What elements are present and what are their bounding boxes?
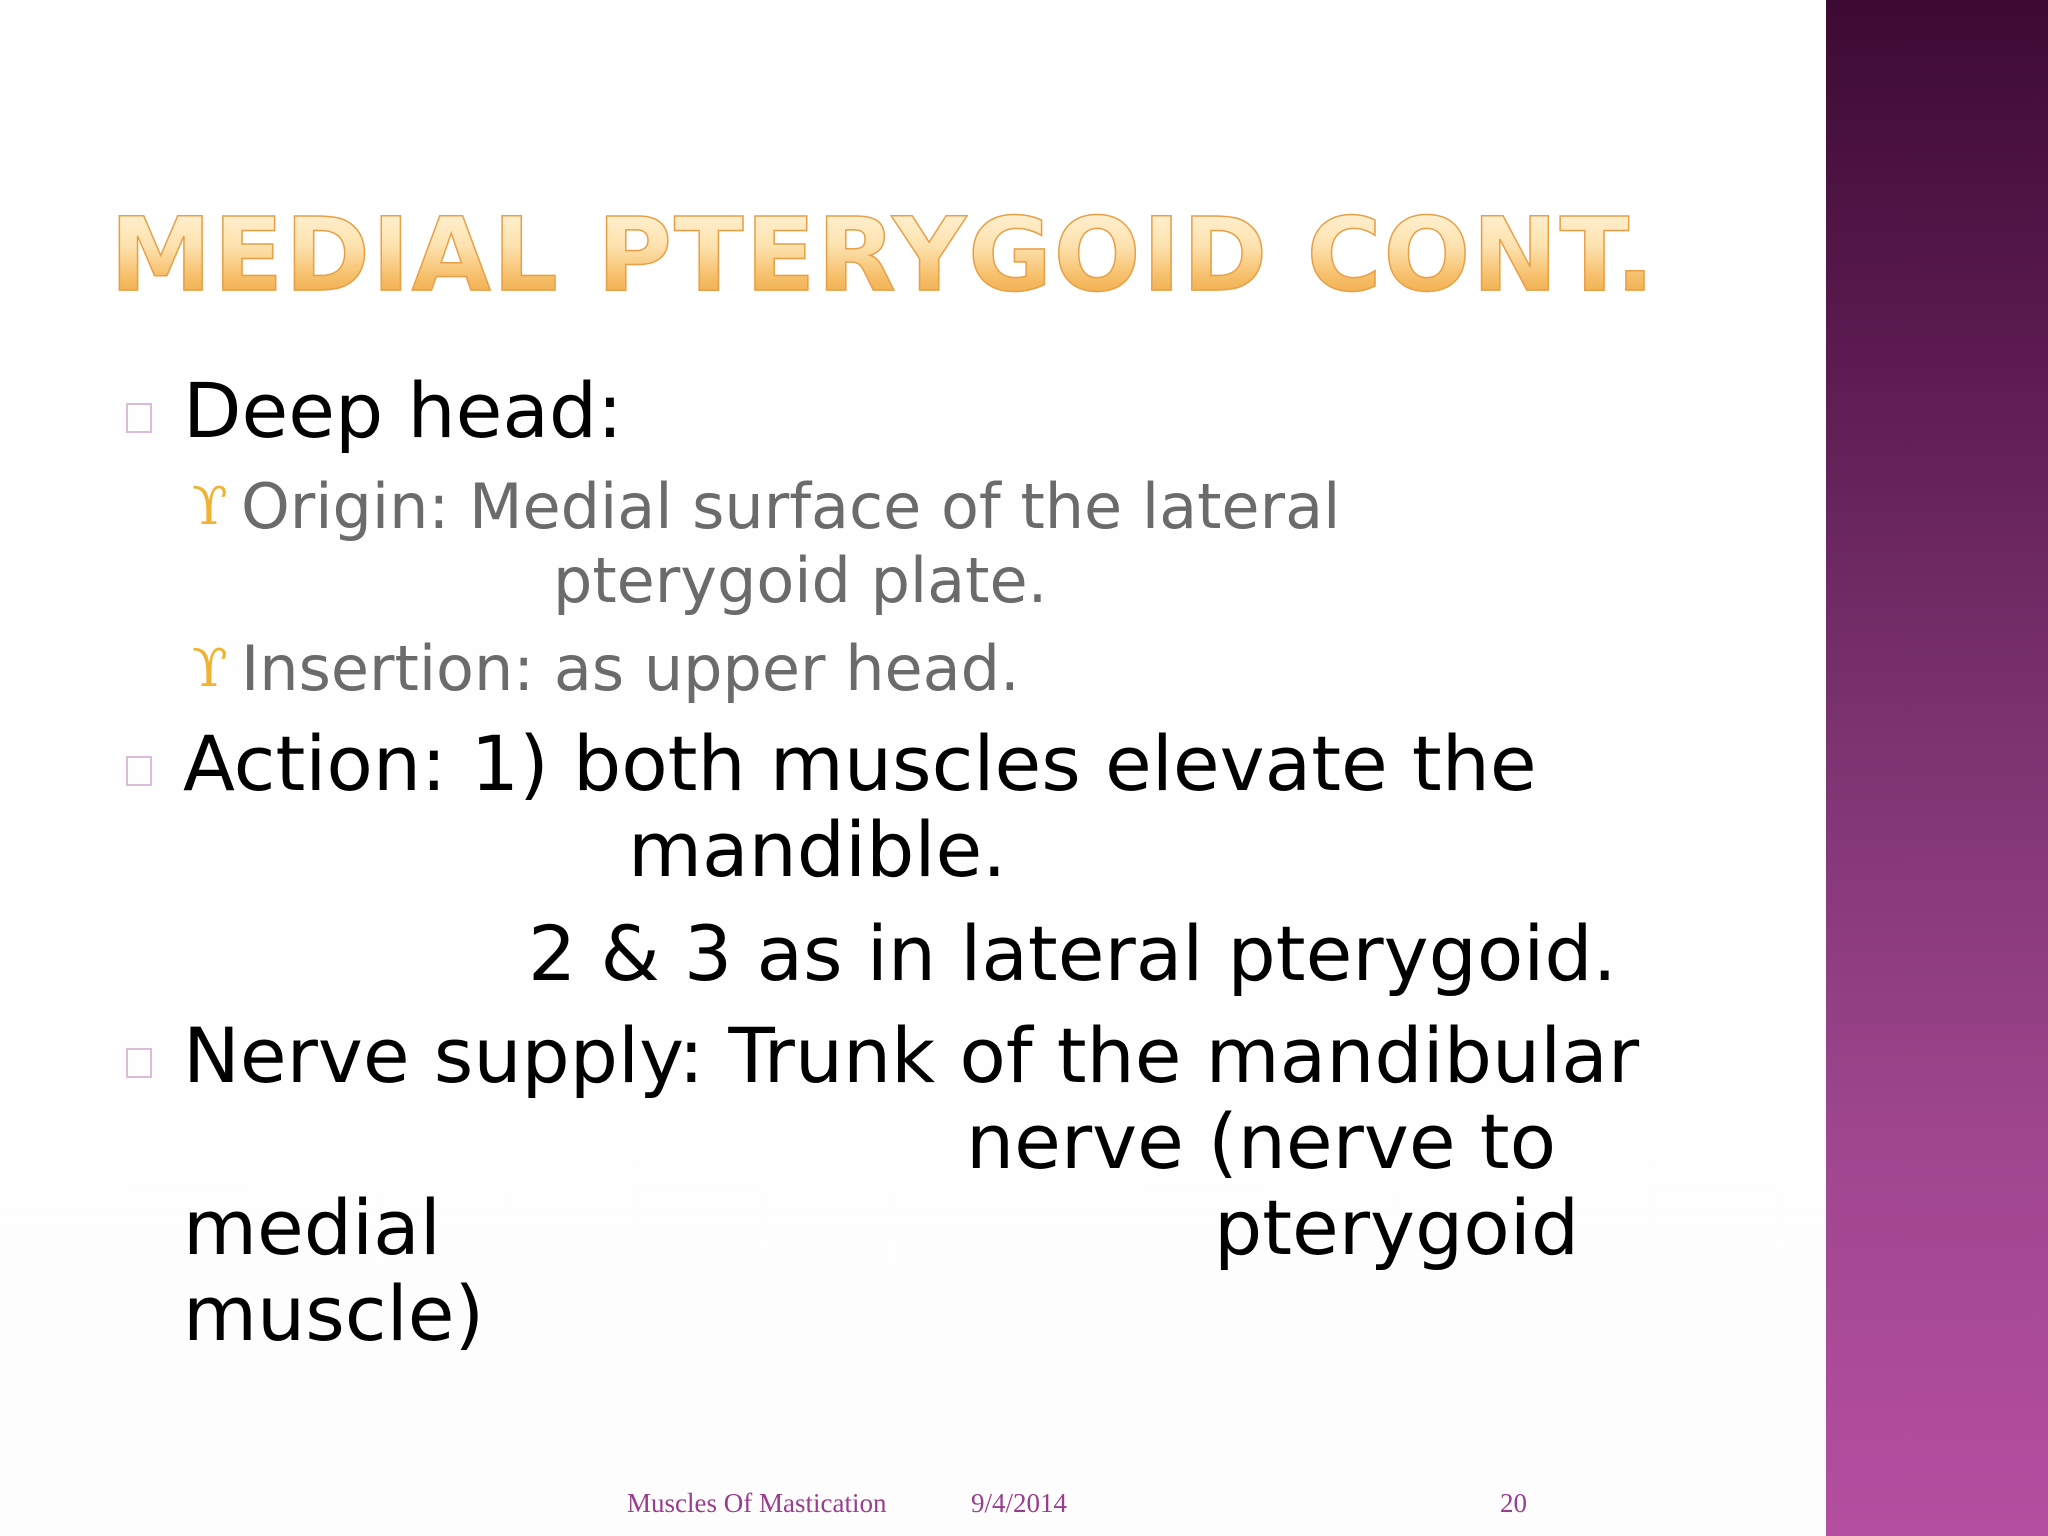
bullet-nerve-cont: muscle) (183, 1269, 485, 1358)
bullet-nerve-cont: pterygoid (1214, 1183, 1580, 1272)
sub-bullet-icon: ϒ (192, 477, 228, 537)
footer-date: 9/4/2014 (971, 1488, 1068, 1518)
bullet-deep-head: Deep head: (183, 366, 623, 455)
bullet-square-icon (126, 756, 152, 786)
footer-title: Muscles Of Mastication (627, 1488, 887, 1518)
bullet-nerve-cont: nerve (nerve to (966, 1097, 1557, 1186)
bullet-action: Action: 1) both muscles elevate the (183, 719, 1537, 808)
bullet-square-icon (126, 403, 152, 433)
sub-bullet-insertion: Insertion: as upper head. (241, 632, 1020, 705)
decorative-side-panel (1826, 0, 2048, 1536)
footer-page-number: 20 (1500, 1488, 1527, 1518)
sub-bullet-origin-cont: pterygoid plate. (553, 544, 1048, 617)
sub-bullet-icon: ϒ (192, 639, 228, 699)
bullet-nerve-supply: Nerve supply: Trunk of the mandibular (183, 1011, 1640, 1100)
bullet-square-icon (126, 1048, 152, 1078)
bullet-action-cont: 2 & 3 as in lateral pterygoid. (528, 909, 1617, 998)
bullet-nerve-cont: medial (183, 1183, 441, 1272)
sub-bullet-origin: Origin: Medial surface of the lateral (241, 470, 1341, 543)
bullet-action-cont: mandible. (628, 805, 1007, 894)
slide-title: MEDIAL PTERYGOID CONT. (110, 196, 1657, 315)
